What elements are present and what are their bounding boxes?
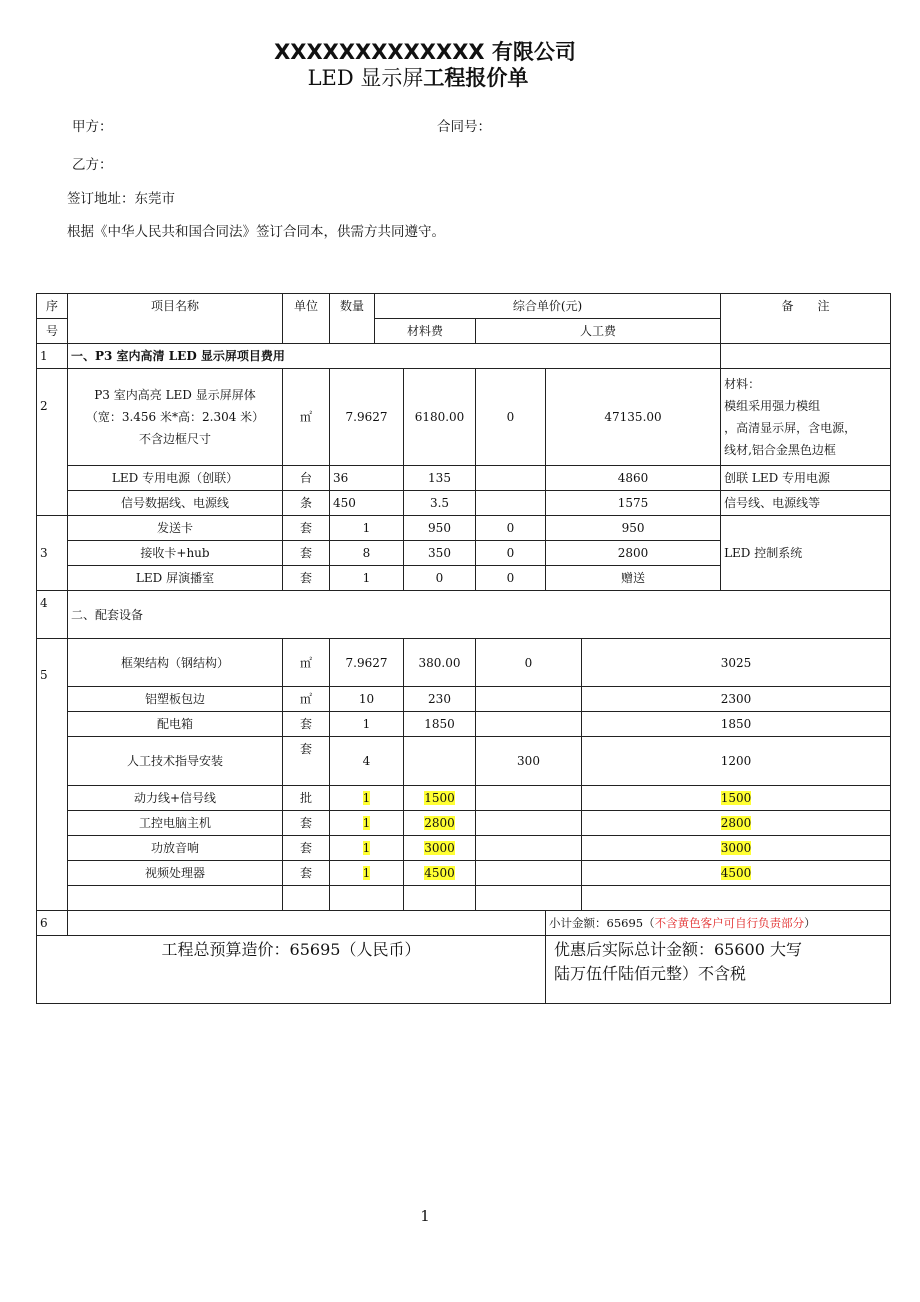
- quotation-table: [36, 293, 891, 1004]
- table-row: [37, 516, 891, 541]
- highlighted-value: 1: [362, 866, 371, 880]
- page-number: 1: [420, 1207, 430, 1225]
- highlighted-value: 3000: [720, 841, 752, 855]
- final-total-line: 陆万伍仟陆佰元整）不含税: [554, 964, 747, 983]
- material-cell: 135: [404, 466, 476, 491]
- item-name: 动力线+信号线: [68, 786, 283, 811]
- unit-cell: ㎡: [283, 687, 330, 712]
- subtotal-note: 不含黄色客户可自行负责部分: [654, 916, 805, 930]
- remark-line: 线材,铝合金黑色边框: [724, 442, 836, 457]
- item-name: 信号数据线、电源线: [68, 491, 283, 516]
- qty-cell: [330, 811, 404, 836]
- qty-cell: 1: [330, 516, 404, 541]
- highlighted-value: 1: [362, 791, 371, 805]
- qty-cell: 10: [330, 687, 404, 712]
- empty-cell: [404, 886, 476, 911]
- amount-cell: 1200: [582, 737, 891, 786]
- amount-cell: [582, 811, 891, 836]
- contract-clause: 根据《中华人民共和国合同法》签订合同本，供需方共同遵守。: [67, 224, 445, 240]
- labor-cell: 0: [476, 516, 546, 541]
- header-unit: 单位: [283, 294, 330, 344]
- unit-cell: 套: [283, 541, 330, 566]
- item-name: 铝塑板包边: [68, 687, 283, 712]
- remark-cell: [721, 369, 891, 466]
- table-row: [37, 911, 891, 936]
- party-a-label: 甲方：: [72, 119, 113, 135]
- unit-cell: 批: [283, 786, 330, 811]
- remark-cell: 信号线、电源线等: [721, 491, 891, 516]
- material-cell: [404, 786, 476, 811]
- unit-cell: 套: [283, 712, 330, 737]
- header-row: [37, 294, 891, 319]
- material-cell: [404, 836, 476, 861]
- highlighted-value: 2800: [424, 816, 455, 830]
- subtotal-cell: [546, 911, 891, 936]
- unit-cell: ㎡: [283, 639, 330, 687]
- amount-cell: [582, 786, 891, 811]
- highlighted-value: 1: [362, 841, 371, 855]
- item-name: 接收卡+hub: [68, 541, 283, 566]
- header-unit-price: 综合单价(元): [375, 294, 721, 319]
- header-labor: 人工费: [476, 319, 721, 344]
- name-line: P3 室内高亮 LED 显示屏屏体: [94, 387, 256, 402]
- labor-cell: [476, 712, 582, 737]
- labor-cell: 0: [476, 369, 546, 466]
- empty-cell: [68, 911, 546, 936]
- amount-cell: 1575: [546, 491, 721, 516]
- item-name: LED 专用电源（创联）: [68, 466, 283, 491]
- seq-cell: 4: [37, 591, 68, 639]
- material-cell: 1850: [404, 712, 476, 737]
- amount-cell: 3025: [582, 639, 891, 687]
- highlighted-value: 1500: [720, 791, 752, 805]
- labor-cell: [476, 786, 582, 811]
- table-row: [37, 591, 891, 639]
- table-row: [37, 886, 891, 911]
- unit-cell: ㎡: [283, 369, 330, 466]
- qty-cell: 36: [330, 466, 404, 491]
- table-row: [37, 712, 891, 737]
- material-cell: [404, 811, 476, 836]
- item-name: 人工技术指导安装: [68, 737, 283, 786]
- unit-cell: 套: [283, 516, 330, 541]
- subtotal-close: ）: [804, 916, 816, 930]
- remark-cell: LED 控制系统: [721, 516, 891, 591]
- item-name: 工控电脑主机: [68, 811, 283, 836]
- highlighted-value: 4500: [424, 866, 455, 880]
- table-row: [37, 639, 891, 687]
- item-name: [68, 369, 283, 466]
- labor-cell: [476, 861, 582, 886]
- seq-cell: 3: [37, 516, 68, 591]
- table-row: [37, 344, 891, 369]
- material-cell: 350: [404, 541, 476, 566]
- labor-cell: [476, 491, 546, 516]
- item-name: 视频处理器: [68, 861, 283, 886]
- seq-cell: 6: [37, 911, 68, 936]
- table-row: [37, 491, 891, 516]
- party-b-label: 乙方：: [72, 157, 113, 173]
- material-cell: 0: [404, 566, 476, 591]
- amount-cell: 47135.00: [546, 369, 721, 466]
- item-name: LED 屏演播室: [68, 566, 283, 591]
- amount-cell: 4860: [546, 466, 721, 491]
- item-name: 配电箱: [68, 712, 283, 737]
- labor-cell: 0: [476, 566, 546, 591]
- empty-cell: [283, 886, 330, 911]
- table-row: [37, 836, 891, 861]
- qty-cell: [330, 786, 404, 811]
- unit-cell: 条: [283, 491, 330, 516]
- qty-cell: 450: [330, 491, 404, 516]
- table-row: [37, 466, 891, 491]
- remark-line: 模组采用强力模组: [724, 398, 821, 413]
- amount-cell: [582, 861, 891, 886]
- table-row: [37, 737, 891, 786]
- qty-cell: 7.9627: [330, 369, 404, 466]
- budget-total: 工程总预算造价：65695（人民币）: [37, 936, 546, 1004]
- labor-cell: 300: [476, 737, 582, 786]
- qty-cell: [330, 861, 404, 886]
- title-bold: 工程报价单: [423, 66, 529, 90]
- amount-cell: 1850: [582, 712, 891, 737]
- amount-cell: 2800: [546, 541, 721, 566]
- material-cell: 3.5: [404, 491, 476, 516]
- highlighted-value: 1: [362, 816, 371, 830]
- document-title: [0, 62, 836, 92]
- seq-cell: 2: [37, 369, 68, 516]
- highlighted-value: 4500: [720, 866, 752, 880]
- header-seq-2: 号: [37, 319, 68, 344]
- unit-cell: 套: [283, 836, 330, 861]
- labor-cell: 0: [476, 639, 582, 687]
- table-row: [37, 811, 891, 836]
- empty-cell: [721, 344, 891, 369]
- seq-cell: 5: [37, 639, 68, 911]
- table-row: [37, 687, 891, 712]
- qty-cell: 1: [330, 712, 404, 737]
- labor-cell: 0: [476, 541, 546, 566]
- qty-cell: [330, 836, 404, 861]
- labor-cell: [476, 836, 582, 861]
- amount-cell: 赠送: [546, 566, 721, 591]
- highlighted-value: 3000: [424, 841, 455, 855]
- remark-line: ，高清显示屏，含电源，: [724, 420, 857, 435]
- name-line: 不含边框尺寸: [138, 431, 211, 446]
- amount-cell: 2300: [582, 687, 891, 712]
- material-cell: 380.00: [404, 639, 476, 687]
- header-name: 项目名称: [68, 294, 283, 344]
- material-cell: 6180.00: [404, 369, 476, 466]
- seq-cell: 1: [37, 344, 68, 369]
- material-cell: 230: [404, 687, 476, 712]
- name-line: （宽：3.456 米*高：2.304 米）: [85, 409, 265, 424]
- labor-cell: [476, 811, 582, 836]
- empty-cell: [68, 886, 283, 911]
- table-row: [37, 786, 891, 811]
- section-title: 二、配套设备: [68, 591, 891, 639]
- qty-cell: 4: [330, 737, 404, 786]
- highlighted-value: 1500: [424, 791, 455, 805]
- labor-cell: [476, 687, 582, 712]
- amount-cell: 950: [546, 516, 721, 541]
- item-name: 框架结构（钢结构）: [68, 639, 283, 687]
- item-name: 发送卡: [68, 516, 283, 541]
- material-cell: 950: [404, 516, 476, 541]
- material-cell: [404, 737, 476, 786]
- empty-cell: [582, 886, 891, 911]
- header-material: 材料费: [375, 319, 476, 344]
- item-name: 功放音响: [68, 836, 283, 861]
- totals-row: [37, 936, 891, 1004]
- sign-place: 签订地址：东莞市: [67, 191, 175, 207]
- table-row: [37, 369, 891, 466]
- qty-cell: 8: [330, 541, 404, 566]
- qty-cell: 1: [330, 566, 404, 591]
- company-name: XXXXXXXXXXXXX 有限公司: [274, 40, 576, 64]
- unit-cell: 台: [283, 466, 330, 491]
- header-seq: 序: [37, 294, 68, 319]
- unit-cell: 套: [283, 861, 330, 886]
- remark-line: 材料：: [724, 376, 761, 391]
- qty-cell: 7.9627: [330, 639, 404, 687]
- remark-cell: 创联 LED 专用电源: [721, 466, 891, 491]
- material-cell: [404, 861, 476, 886]
- subtotal-label: 小计金额：65695（: [549, 916, 655, 930]
- labor-cell: [476, 466, 546, 491]
- empty-cell: [330, 886, 404, 911]
- unit-cell: 套: [283, 811, 330, 836]
- table-row: [37, 861, 891, 886]
- title-plain: LED 显示屏: [307, 66, 424, 90]
- amount-cell: [582, 836, 891, 861]
- highlighted-value: 2800: [720, 816, 752, 830]
- section-title: 一、P3 室内高清 LED 显示屏项目费用: [68, 344, 721, 369]
- empty-cell: [476, 886, 582, 911]
- contract-no-label: 合同号：: [437, 119, 491, 135]
- header-remark: 备 注: [721, 294, 891, 344]
- final-total: [546, 936, 891, 1004]
- unit-cell: 套: [283, 737, 330, 786]
- unit-cell: 套: [283, 566, 330, 591]
- header-qty: 数量: [330, 294, 375, 344]
- final-total-line: 优惠后实际总计金额：65600 大写: [554, 940, 802, 959]
